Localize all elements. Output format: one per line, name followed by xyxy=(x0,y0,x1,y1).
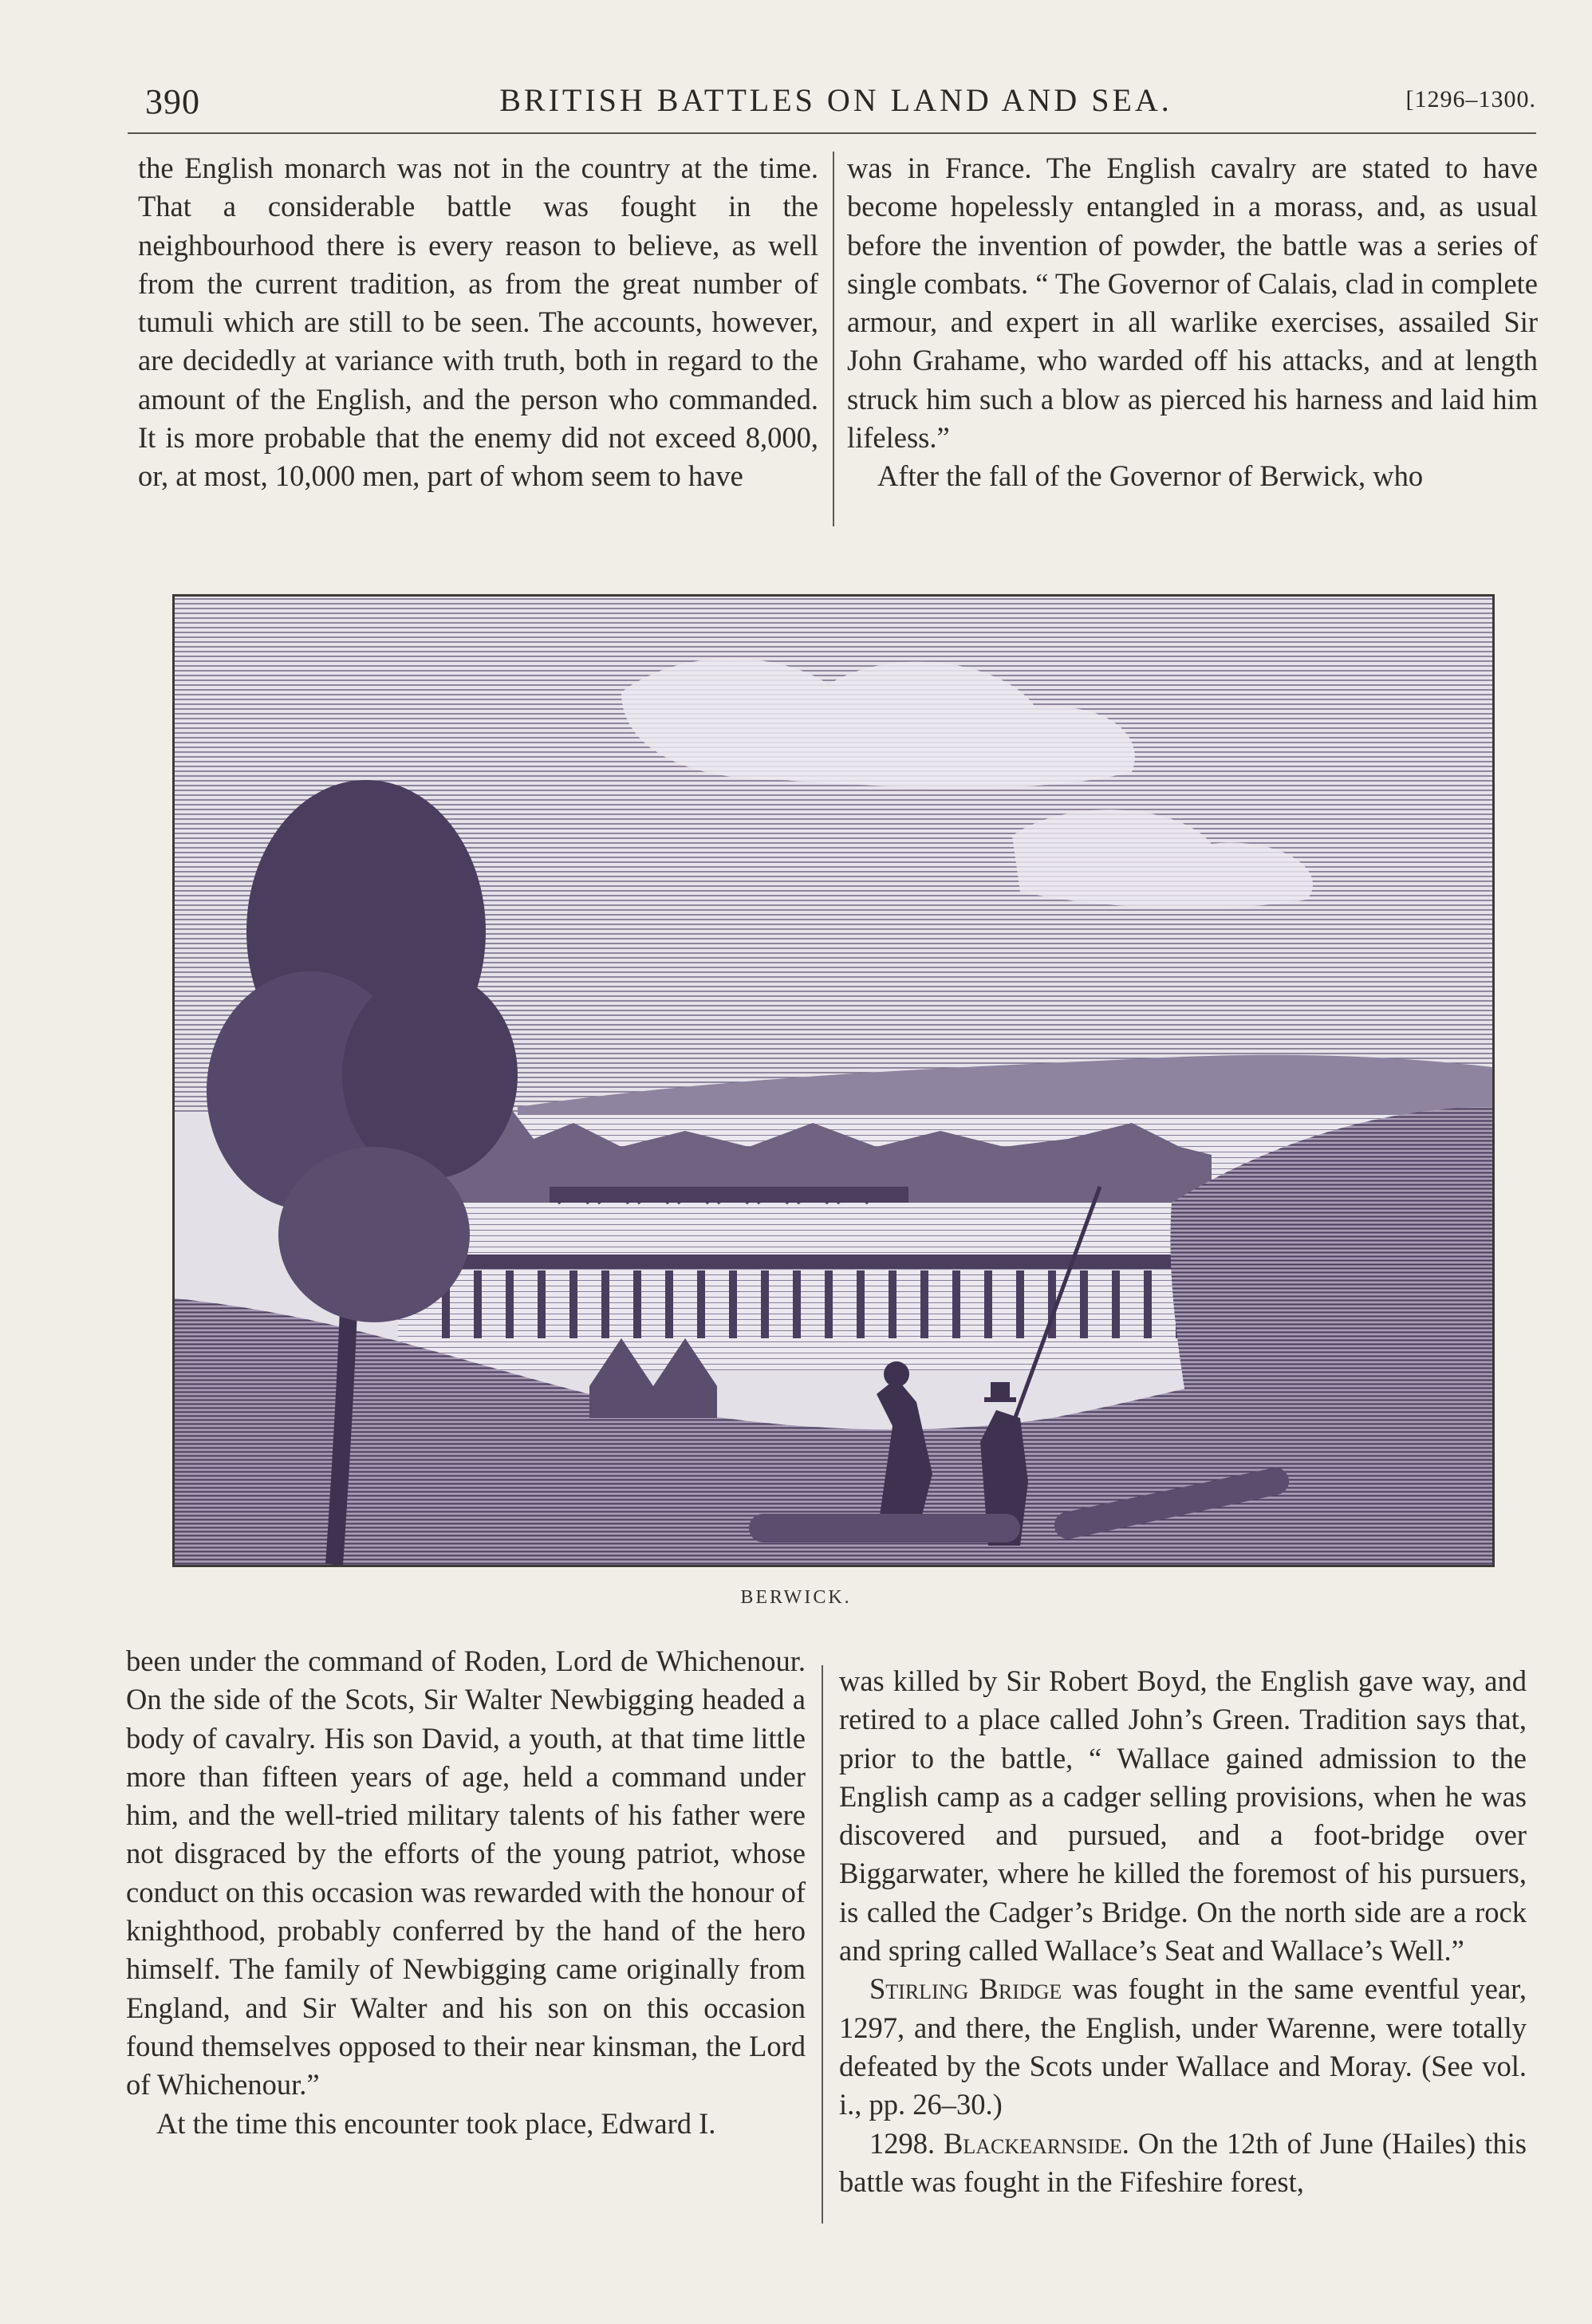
paragraph: After the fall of the Governor of Berwick, who xyxy=(877,459,1424,493)
column-bottom-left xyxy=(126,1642,806,2143)
year: 1298. xyxy=(869,2126,944,2160)
paragraph-text: On the 12th of June (Hailes) this battle was fought in the Fifeshire forest, xyxy=(839,2126,1527,2198)
page-header xyxy=(136,81,1536,129)
running-title: BRITISH BATTLES ON LAND AND SEA. xyxy=(499,82,1172,118)
column-top-right xyxy=(847,149,1538,496)
figure-caption: BERWICK. xyxy=(740,1587,852,1608)
header-rule xyxy=(128,132,1536,134)
engraving-drawing xyxy=(175,597,1492,1565)
section-heading: Blackearnside. xyxy=(944,2126,1129,2160)
column-divider-bottom xyxy=(822,1665,823,2224)
date-range: [1296–1300. xyxy=(1405,86,1536,112)
column-bottom-right xyxy=(839,1662,1527,2201)
paragraph-stirling-bridge xyxy=(839,1970,1527,2124)
old-bridge xyxy=(550,1187,908,1203)
paragraph: At the time this encounter took place, Edward I. xyxy=(156,2106,716,2140)
paragraph: was in France. The English cavalry are stated to have become hopelessly entangled in a morass, and, as usual before the invention of powder, the battle was a series of single combats. “ The Governor of Calais, clad in complete armour, and expert in all warlike exercises, assailed Sir John Grahame, who warded off his attacks, and at length struck him such a blow as pierced his harness and laid him lifeless.” xyxy=(847,152,1538,455)
berwick-engraving xyxy=(172,594,1495,1567)
paragraph-blackearnside xyxy=(839,2125,1527,2202)
column-top-left xyxy=(138,149,818,496)
paragraph: the English monarch was not in the country at the time. That a considerable battle was fought in the neighbourhood there is every reason to believe, as well from the current tradition, as from the great number of tumuli which are still to be seen. The accounts, however, are decidedly at variance with truth, both in regard to the amount of the English, and the person who commanded. It is more probable that the enemy did not exceed 8,000, or, at most, 10,000 men, part of whom seem to have xyxy=(138,152,818,493)
paragraph: was killed by Sir Robert Boyd, the English gave way, and retired to a place called John’s Green. Tradition says that, prior to the battle, “ Wallace gained admission to the English camp as a cadger selling provisions, when he was discovered and pursued, and a foot-bridge over Biggarwater, where he killed the foremost of his pursuers, is called the Cadger’s Bridge. On the north side are a rock and spring called Wallace’s Seat and Wallace’s Well.” xyxy=(839,1664,1527,1968)
column-divider-top xyxy=(833,152,834,526)
paragraph: been under the command of Roden, Lord de Whichenour. On the side of the Scots, Sir Walter Newbigging headed a body of cavalry. His son David, a youth, at that time little more than fifteen years of age, held a command under him, and the well-tried military talents of his father were not disgraced by the efforts of the young patriot, whose conduct on this occasion was rewarded with the honour of knighthood, probably conferred by the hand of the hero himself. The family of Newbigging came originally from England, and Sir Walter and his son on this occasion found themselves opposed to their near kinsman, the Lord of Whichenour.” xyxy=(126,1645,806,2101)
page-number: 390 xyxy=(145,82,200,121)
section-heading: Stirling Bridge xyxy=(869,1972,1062,2006)
paragraph-text: was fought in the same eventful year, 1297, and there, the English, under Warenne, were totally defeated by the Scots under Wallace and Moray. (See vol. i., pp. 26–30.) xyxy=(839,1972,1527,2121)
